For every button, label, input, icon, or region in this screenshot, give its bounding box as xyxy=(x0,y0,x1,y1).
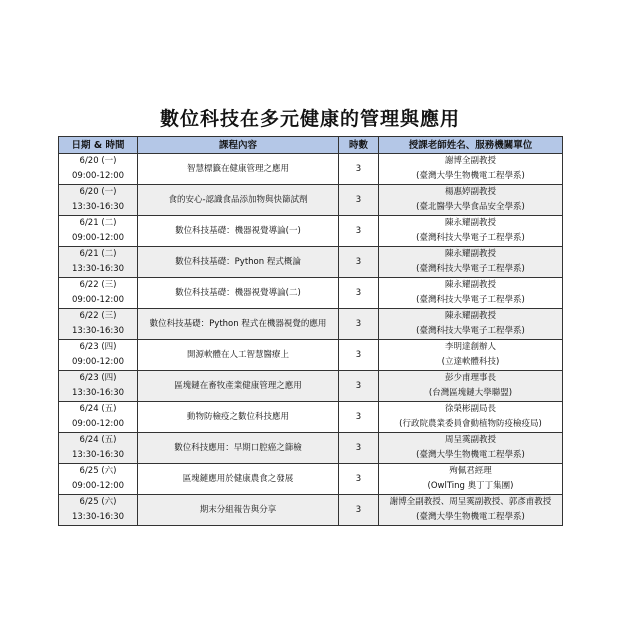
time-text: 09:00-12:00 xyxy=(71,171,125,181)
teacher-name: 陳永耀副教授 xyxy=(444,311,496,321)
teacher-org: (臺灣大學生物機電工程學系) xyxy=(416,450,525,460)
teacher-cell xyxy=(379,464,563,495)
hours-cell: 3 xyxy=(339,247,379,278)
time-text: 13:30-16:30 xyxy=(71,450,125,460)
datetime-cell xyxy=(59,185,138,216)
table-row xyxy=(59,340,563,371)
hours-cell: 3 xyxy=(339,371,379,402)
course-cell: 區塊鏈在畜牧產業健康管理之應用 xyxy=(138,371,339,402)
time-text: 09:00-12:00 xyxy=(71,295,125,305)
teacher-name: 周呈霙副教授 xyxy=(444,435,496,445)
schedule-table xyxy=(58,136,563,526)
date-text: 6/24 (五) xyxy=(79,435,117,445)
course-cell: 數位科技基礎：Python 程式概論 xyxy=(138,247,339,278)
datetime-cell xyxy=(59,247,138,278)
hours-cell: 3 xyxy=(339,309,379,340)
table-row xyxy=(59,464,563,495)
course-cell: 數位科技應用：早期口腔癌之篩檢 xyxy=(138,433,339,464)
table-row xyxy=(59,154,563,185)
time-text: 09:00-12:00 xyxy=(71,419,125,429)
teacher-org: (台灣區塊鏈大學聯盟) xyxy=(428,388,513,398)
page-title: 數位科技在多元健康的管理與應用 xyxy=(159,108,460,130)
table-row xyxy=(59,216,563,247)
teacher-org: (行政院農業委員會動植物防疫檢疫局) xyxy=(399,419,542,429)
course-cell: 數位科技基礎：機器視覺導論(二) xyxy=(138,278,339,309)
teacher-org: (臺灣科技大學電子工程學系) xyxy=(416,233,525,243)
date-text: 6/21 (二) xyxy=(79,218,117,228)
teacher-cell xyxy=(379,371,563,402)
teacher-name: 李明達創辦人 xyxy=(444,342,496,352)
date-text: 6/24 (五) xyxy=(79,404,117,414)
course-cell: 動物防檢疫之數位科技應用 xyxy=(138,402,339,433)
teacher-cell xyxy=(379,154,563,185)
time-text: 13:30-16:30 xyxy=(71,388,125,398)
datetime-cell xyxy=(59,154,138,185)
hours-cell: 3 xyxy=(339,278,379,309)
datetime-cell xyxy=(59,216,138,247)
date-text: 6/22 (三) xyxy=(79,280,117,290)
teacher-org: (臺灣科技大學電子工程學系) xyxy=(416,264,525,274)
teacher-cell xyxy=(379,340,563,371)
datetime-cell xyxy=(59,371,138,402)
teacher-cell xyxy=(379,216,563,247)
teacher-cell xyxy=(379,433,563,464)
hours-cell: 3 xyxy=(339,464,379,495)
hours-cell: 3 xyxy=(339,402,379,433)
datetime-cell xyxy=(59,464,138,495)
teacher-cell xyxy=(379,247,563,278)
teacher-cell xyxy=(379,185,563,216)
teacher-name: 徐榮彬副局長 xyxy=(444,404,496,414)
course-cell: 期末分組報告與分享 xyxy=(138,495,339,526)
hours-cell: 3 xyxy=(339,433,379,464)
time-text: 13:30-16:30 xyxy=(71,264,125,274)
hours-cell: 3 xyxy=(339,185,379,216)
time-text: 13:30-16:30 xyxy=(71,512,125,522)
time-text: 13:30-16:30 xyxy=(71,202,125,212)
time-text: 13:30-16:30 xyxy=(71,326,125,336)
date-text: 6/21 (二) xyxy=(79,249,117,259)
datetime-cell xyxy=(59,495,138,526)
date-text: 6/23 (四) xyxy=(79,342,117,352)
header-teacher: 授課老師姓名、服務機關單位 xyxy=(379,137,563,154)
teacher-name: 陳永耀副教授 xyxy=(444,249,496,259)
table-header-row xyxy=(59,137,563,154)
header-course: 課程內容 xyxy=(138,137,339,154)
table-row xyxy=(59,495,563,526)
hours-cell: 3 xyxy=(339,154,379,185)
teacher-org: (臺北醫學大學食品安全學系) xyxy=(416,202,525,212)
teacher-org: (臺灣大學生物機電工程學系) xyxy=(416,171,525,181)
teacher-name: 彭少甫理事長 xyxy=(444,373,496,383)
date-text: 6/22 (三) xyxy=(79,311,117,321)
teacher-name: 楊惠婷副教授 xyxy=(444,187,496,197)
course-cell: 食的安心-認識食品添加物與快篩試劑 xyxy=(138,185,339,216)
header-datetime: 日期 & 時間 xyxy=(59,137,138,154)
time-text: 09:00-12:00 xyxy=(71,481,125,491)
datetime-cell xyxy=(59,309,138,340)
table-row xyxy=(59,309,563,340)
datetime-cell xyxy=(59,340,138,371)
time-text: 09:00-12:00 xyxy=(71,357,125,367)
course-cell: 區塊鏈應用於健康農食之發展 xyxy=(138,464,339,495)
hours-cell: 3 xyxy=(339,340,379,371)
datetime-cell xyxy=(59,402,138,433)
datetime-cell xyxy=(59,433,138,464)
datetime-cell xyxy=(59,278,138,309)
date-text: 6/23 (四) xyxy=(79,373,117,383)
hours-cell: 3 xyxy=(339,495,379,526)
course-cell: 智慧標籤在健康管理之應用 xyxy=(138,154,339,185)
course-cell: 數位科技基礎：機器視覺導論(一) xyxy=(138,216,339,247)
teacher-org: (立達軟體科技) xyxy=(441,357,500,367)
table-row xyxy=(59,433,563,464)
teacher-name: 謝博全副教授 xyxy=(444,156,496,166)
teacher-org: (OwlTing 奧丁丁集團) xyxy=(427,481,514,491)
date-text: 6/25 (六) xyxy=(79,497,117,507)
date-text: 6/25 (六) xyxy=(79,466,117,476)
table-row xyxy=(59,185,563,216)
teacher-org: (臺灣科技大學電子工程學系) xyxy=(416,295,525,305)
course-cell: 開源軟體在人工智慧醫療上 xyxy=(138,340,339,371)
table-row xyxy=(59,371,563,402)
date-text: 6/20 (一) xyxy=(79,187,117,197)
teacher-org: (臺灣大學生物機電工程學系) xyxy=(416,512,525,522)
course-cell: 數位科技基礎：Python 程式在機器視覺的應用 xyxy=(138,309,339,340)
teacher-cell xyxy=(379,402,563,433)
teacher-name: 謝博全副教授、周呈霙副教授、郭彥甫教授 xyxy=(389,497,552,507)
teacher-cell xyxy=(379,495,563,526)
teacher-name: 殉佩君經理 xyxy=(449,466,492,476)
teacher-cell xyxy=(379,309,563,340)
date-text: 6/20 (一) xyxy=(79,156,117,166)
hours-cell: 3 xyxy=(339,216,379,247)
header-hours: 時數 xyxy=(339,137,379,154)
table-row xyxy=(59,247,563,278)
time-text: 09:00-12:00 xyxy=(71,233,125,243)
teacher-org: (臺灣科技大學電子工程學系) xyxy=(416,326,525,336)
teacher-cell xyxy=(379,278,563,309)
table-row xyxy=(59,278,563,309)
teacher-name: 陳永耀副教授 xyxy=(444,280,496,290)
table-row xyxy=(59,402,563,433)
teacher-name: 陳永耀副教授 xyxy=(444,218,496,228)
